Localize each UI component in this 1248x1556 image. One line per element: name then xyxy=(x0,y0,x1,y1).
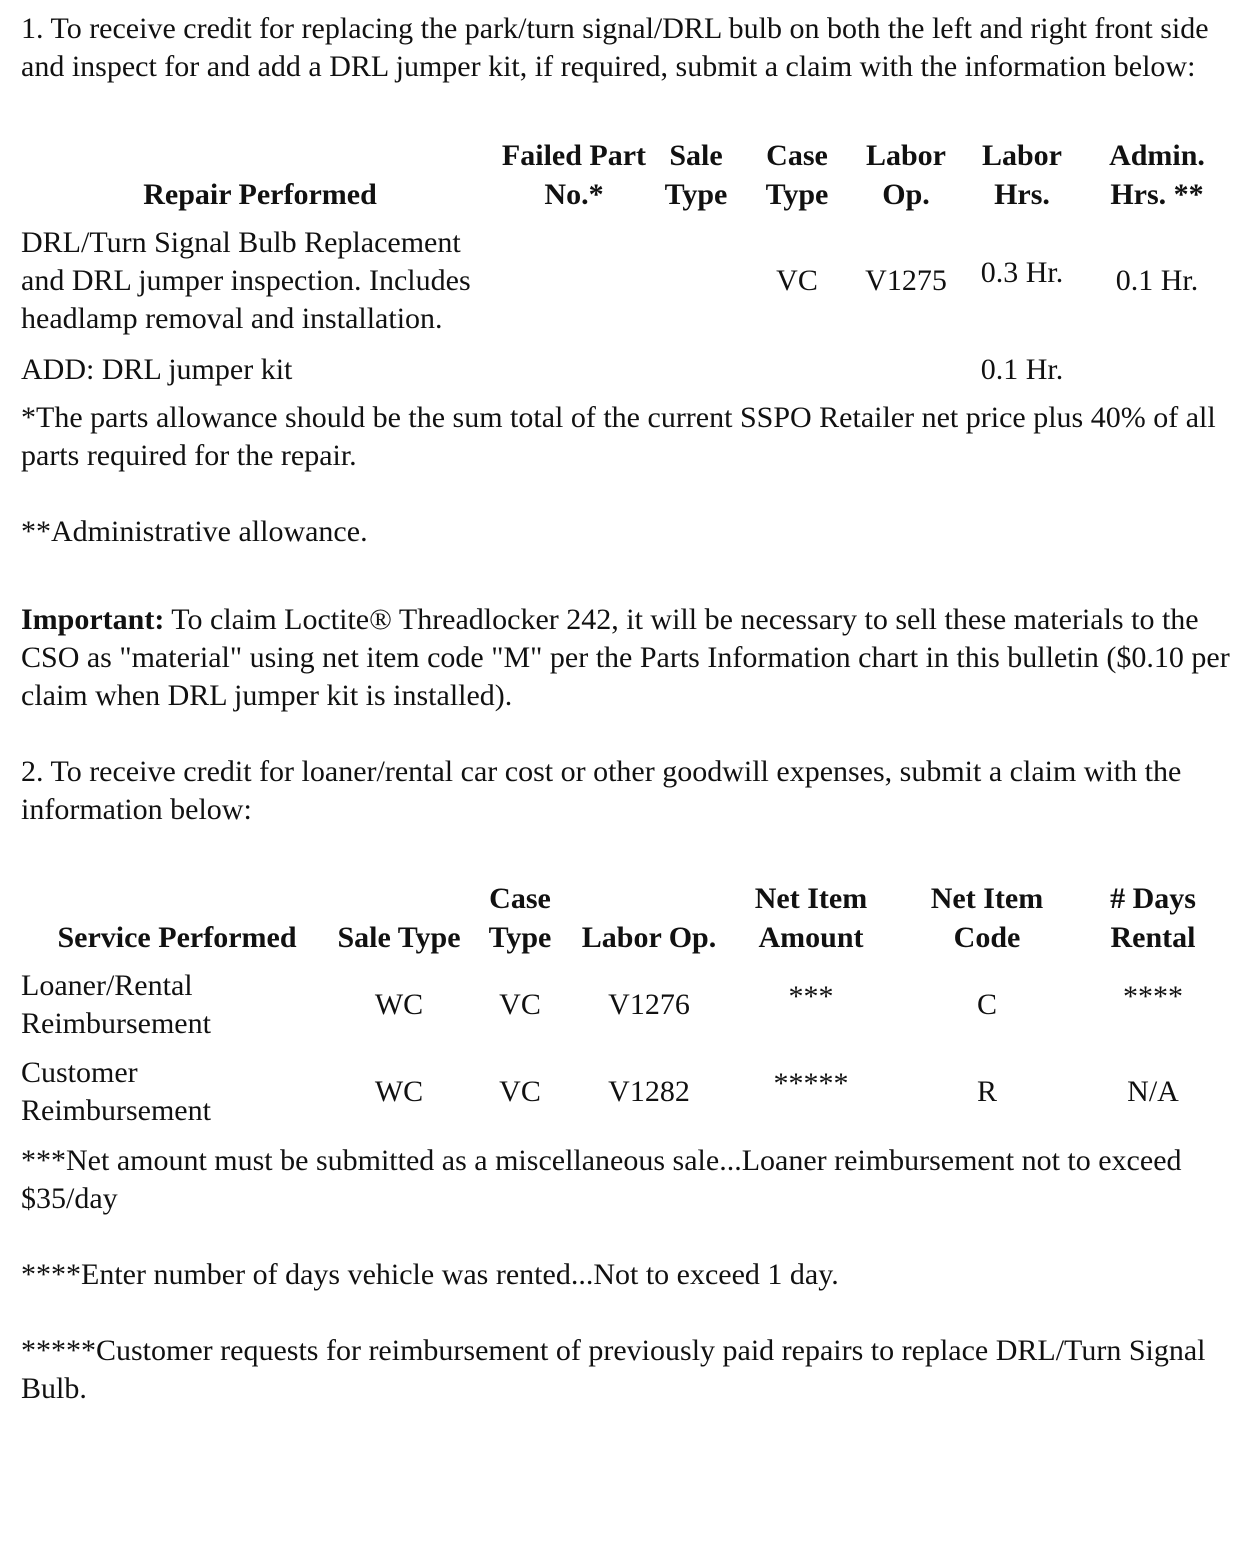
col-repair-performed: Repair Performed xyxy=(143,178,377,211)
case-type xyxy=(743,338,851,389)
table-row xyxy=(21,1043,1231,1130)
col-days-rental: # Days Rental xyxy=(1110,882,1196,954)
col-net-item-amount: Net Item Amount xyxy=(754,882,868,954)
sale-type: WC xyxy=(374,988,424,1021)
col-sale-type: Sale Type xyxy=(337,921,461,954)
service-description: Loaner/Rental Reimbursement xyxy=(21,969,211,1040)
failed-part-no xyxy=(499,338,649,389)
col-labor-op: Labor Op. xyxy=(581,921,717,954)
service-table-header xyxy=(21,879,1231,959)
days-rental: **** xyxy=(1123,980,1183,1013)
labor-op: V1276 xyxy=(608,988,690,1021)
labor-hrs: 0.1 Hr. xyxy=(980,353,1064,386)
col-net-item-code: Net Item Code xyxy=(930,882,1044,954)
important-note xyxy=(21,601,1231,715)
repair-description: DRL/Turn Signal Bulb Replacement and DRL jumper inspection. Includes headlamp removal and installation. xyxy=(21,226,471,335)
table-row xyxy=(21,338,1231,389)
repair-description: ADD: DRL jumper kit xyxy=(21,353,293,386)
net-item-code: C xyxy=(976,988,997,1021)
labor-hrs: 0.3 Hr. xyxy=(980,256,1064,289)
failed-part-no xyxy=(499,216,649,338)
service-description: Customer Reimbursement xyxy=(21,1056,211,1127)
case-type: VC xyxy=(499,988,541,1021)
repair-table-header xyxy=(21,136,1231,216)
col-failed-part-no: Failed Part No.* xyxy=(501,139,647,211)
col-labor-op: Labor Op. xyxy=(865,139,946,211)
net-item-code: R xyxy=(976,1075,997,1108)
bulletin-page xyxy=(21,10,1231,1408)
col-case-type: Case Type xyxy=(488,882,552,954)
sale-type xyxy=(649,216,743,338)
col-case-type: Case Type xyxy=(765,139,829,211)
table-row xyxy=(21,959,1231,1043)
important-label: Important: xyxy=(21,603,165,636)
net-item-amount: ***** xyxy=(773,1067,849,1100)
col-labor-hrs: Labor Hrs. xyxy=(981,139,1062,211)
days-rental: N/A xyxy=(1127,1075,1179,1108)
days-rental-note: ****Enter number of days vehicle was rented...Not to exceed 1 day. xyxy=(21,1258,839,1291)
col-service-performed: Service Performed xyxy=(57,921,297,954)
sale-type: WC xyxy=(374,1075,424,1108)
admin-hrs: 0.1 Hr. xyxy=(1115,264,1199,297)
repair-table xyxy=(21,136,1231,389)
col-sale-type: Sale Type xyxy=(664,139,728,211)
section1-intro: 1. To receive credit for replacing the park/turn signal/DRL bulb on both the left and right front side and inspect for and add a DRL jumper kit, if required, submit a claim with the information below: xyxy=(21,12,1209,83)
customer-reimbursement-note: *****Customer requests for reimbursement of previously paid repairs to replace DRL/Turn Signal Bulb. xyxy=(21,1334,1206,1405)
parts-allowance-note: *The parts allowance should be the sum total of the current SSPO Retailer net price plus 40% of all parts required for the repair. xyxy=(21,401,1216,472)
sale-type xyxy=(649,338,743,389)
net-amount-note: ***Net amount must be submitted as a miscellaneous sale...Loaner reimbursement not to exceed $35/day xyxy=(21,1144,1182,1215)
labor-op: V1282 xyxy=(608,1075,690,1108)
important-text: To claim Loctite® Threadlocker 242, it will be necessary to sell these materials to the CSO as "material" using net item code "M" per the Parts Information chart in this bulletin ($0.10 per claim when DRL jumper kit is installed). xyxy=(21,603,1230,712)
section2-intro: 2. To receive credit for loaner/rental car cost or other goodwill expenses, submit a claim with the information below: xyxy=(21,755,1182,826)
col-admin-hrs: Admin. Hrs. ** xyxy=(1109,139,1205,211)
labor-op xyxy=(851,338,961,389)
service-table xyxy=(21,879,1231,1130)
case-type: VC xyxy=(776,264,818,297)
net-item-amount: *** xyxy=(788,980,834,1013)
admin-hrs xyxy=(1083,338,1231,389)
table-row xyxy=(21,216,1231,338)
admin-allowance-note: **Administrative allowance. xyxy=(21,515,368,548)
labor-op: V1275 xyxy=(865,264,947,297)
case-type: VC xyxy=(499,1075,541,1108)
